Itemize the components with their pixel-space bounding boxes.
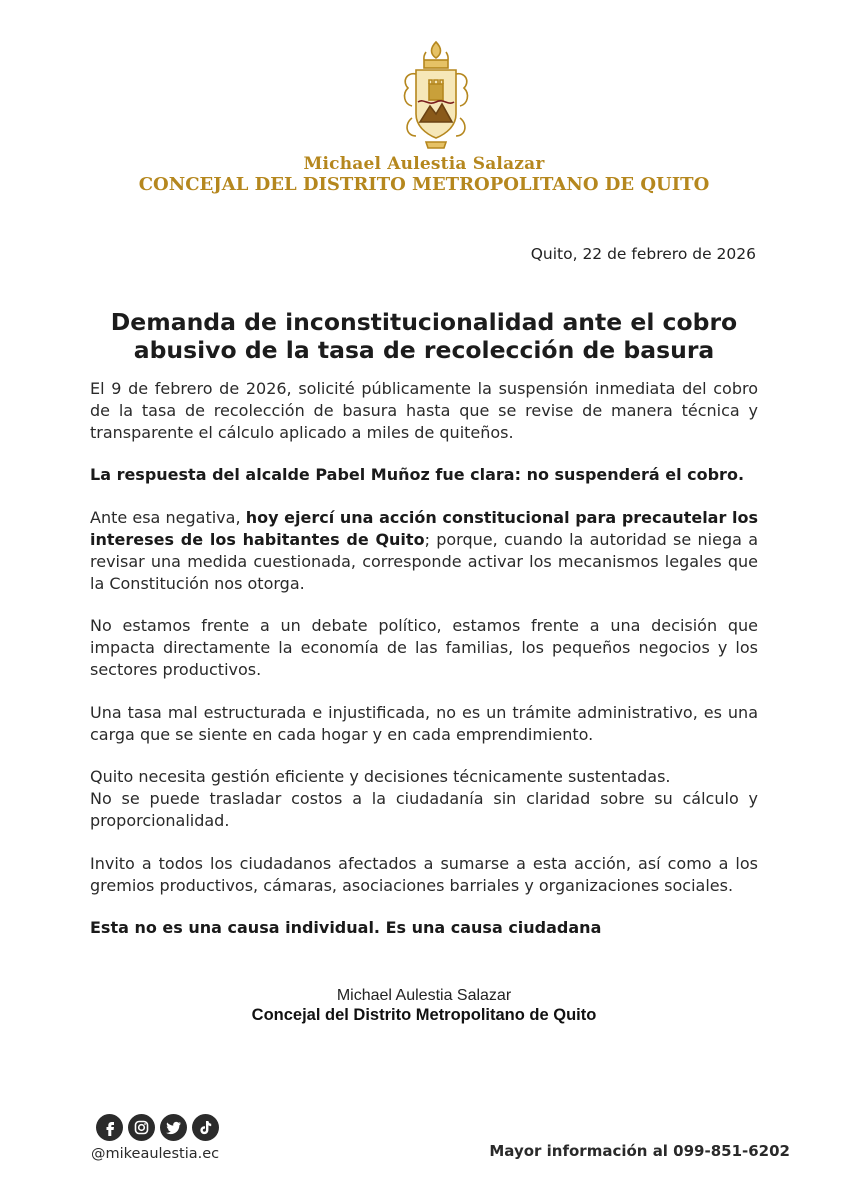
social-icons xyxy=(96,1114,219,1141)
header-name: Michael Aulestia Salazar xyxy=(303,154,545,174)
header-title: CONCEJAL DEL DISTRITO METROPOLITANO DE QUITO xyxy=(138,174,710,195)
paragraph-6b: No se puede trasladar costos a la ciudadanía sin claridad sobre su cálculo y proporcionalidad. xyxy=(90,789,758,830)
paragraph-2: La respuesta del alcalde Pabel Muñoz fue clara: no suspenderá el cobro. xyxy=(90,465,745,485)
quito-coat-of-arms-icon xyxy=(396,38,476,150)
paragraph-1: El 9 de febrero de 2026, solicité públicamente la suspensión inmediata del cobro de la tasa de recolección de basura hasta que se revise de manera técnica y transparente el cálculo aplicado a miles de quiteños. xyxy=(90,379,758,442)
paragraph-7: Invito a todos los ciudadanos afectados a sumarse a esta acción, así como a los gremios productivos, cámaras, asociaciones barriales y organizaciones sociales. xyxy=(90,853,758,895)
paragraph-6a: Quito necesita gestión eficiente y decisiones técnicamente sustentadas. xyxy=(90,767,671,787)
paragraph-5: Una tasa mal estructurada e injustificada, no es un trámite administrativo, es una carga que se siente en cada hogar y en cada emprendimiento. xyxy=(90,702,758,744)
paragraph-8: Esta no es una causa individual. Es una causa ciudadana xyxy=(90,918,602,938)
signature-name: Michael Aulestia Salazar xyxy=(336,987,512,1004)
twitter-icon[interactable] xyxy=(160,1114,187,1141)
document-date: Quito, 22 de febrero de 2026 xyxy=(530,245,756,263)
paragraph-3-rest: ; porque, cuando la autoridad se niega a revisar una medida cuestionada, corresponde activar los mecanismos legales que la Constitución nos otorga. xyxy=(90,529,759,593)
paragraph-3 xyxy=(90,507,758,594)
paragraph-3-bold: hoy ejercí una acción constitucional para precautelar los intereses de los habitantes de Quito xyxy=(90,508,759,549)
headline-line-2: abusivo de la tasa de recolección de basura xyxy=(133,336,715,364)
facebook-icon[interactable] xyxy=(96,1114,123,1141)
instagram-icon[interactable] xyxy=(128,1114,155,1141)
tiktok-icon[interactable] xyxy=(192,1114,219,1141)
paragraph-3-lead: Ante esa negativa, xyxy=(90,508,246,528)
contact-info: Mayor información al 099-851-6202 xyxy=(489,1142,790,1160)
document-body xyxy=(90,378,758,960)
signature-title: Concejal del Distrito Metropolitano de Quito xyxy=(251,1006,597,1024)
paragraph-4: No estamos frente a un debate político, estamos frente a una decisión que impacta directamente la economía de las familias, los pequeños negocios y los sectores productivos. xyxy=(90,616,758,679)
document-headline xyxy=(70,308,778,364)
social-handle[interactable]: @mikeaulestia.ec xyxy=(91,1146,220,1162)
headline-line-1: Demanda de inconstitucionalidad ante el cobro xyxy=(110,308,738,336)
